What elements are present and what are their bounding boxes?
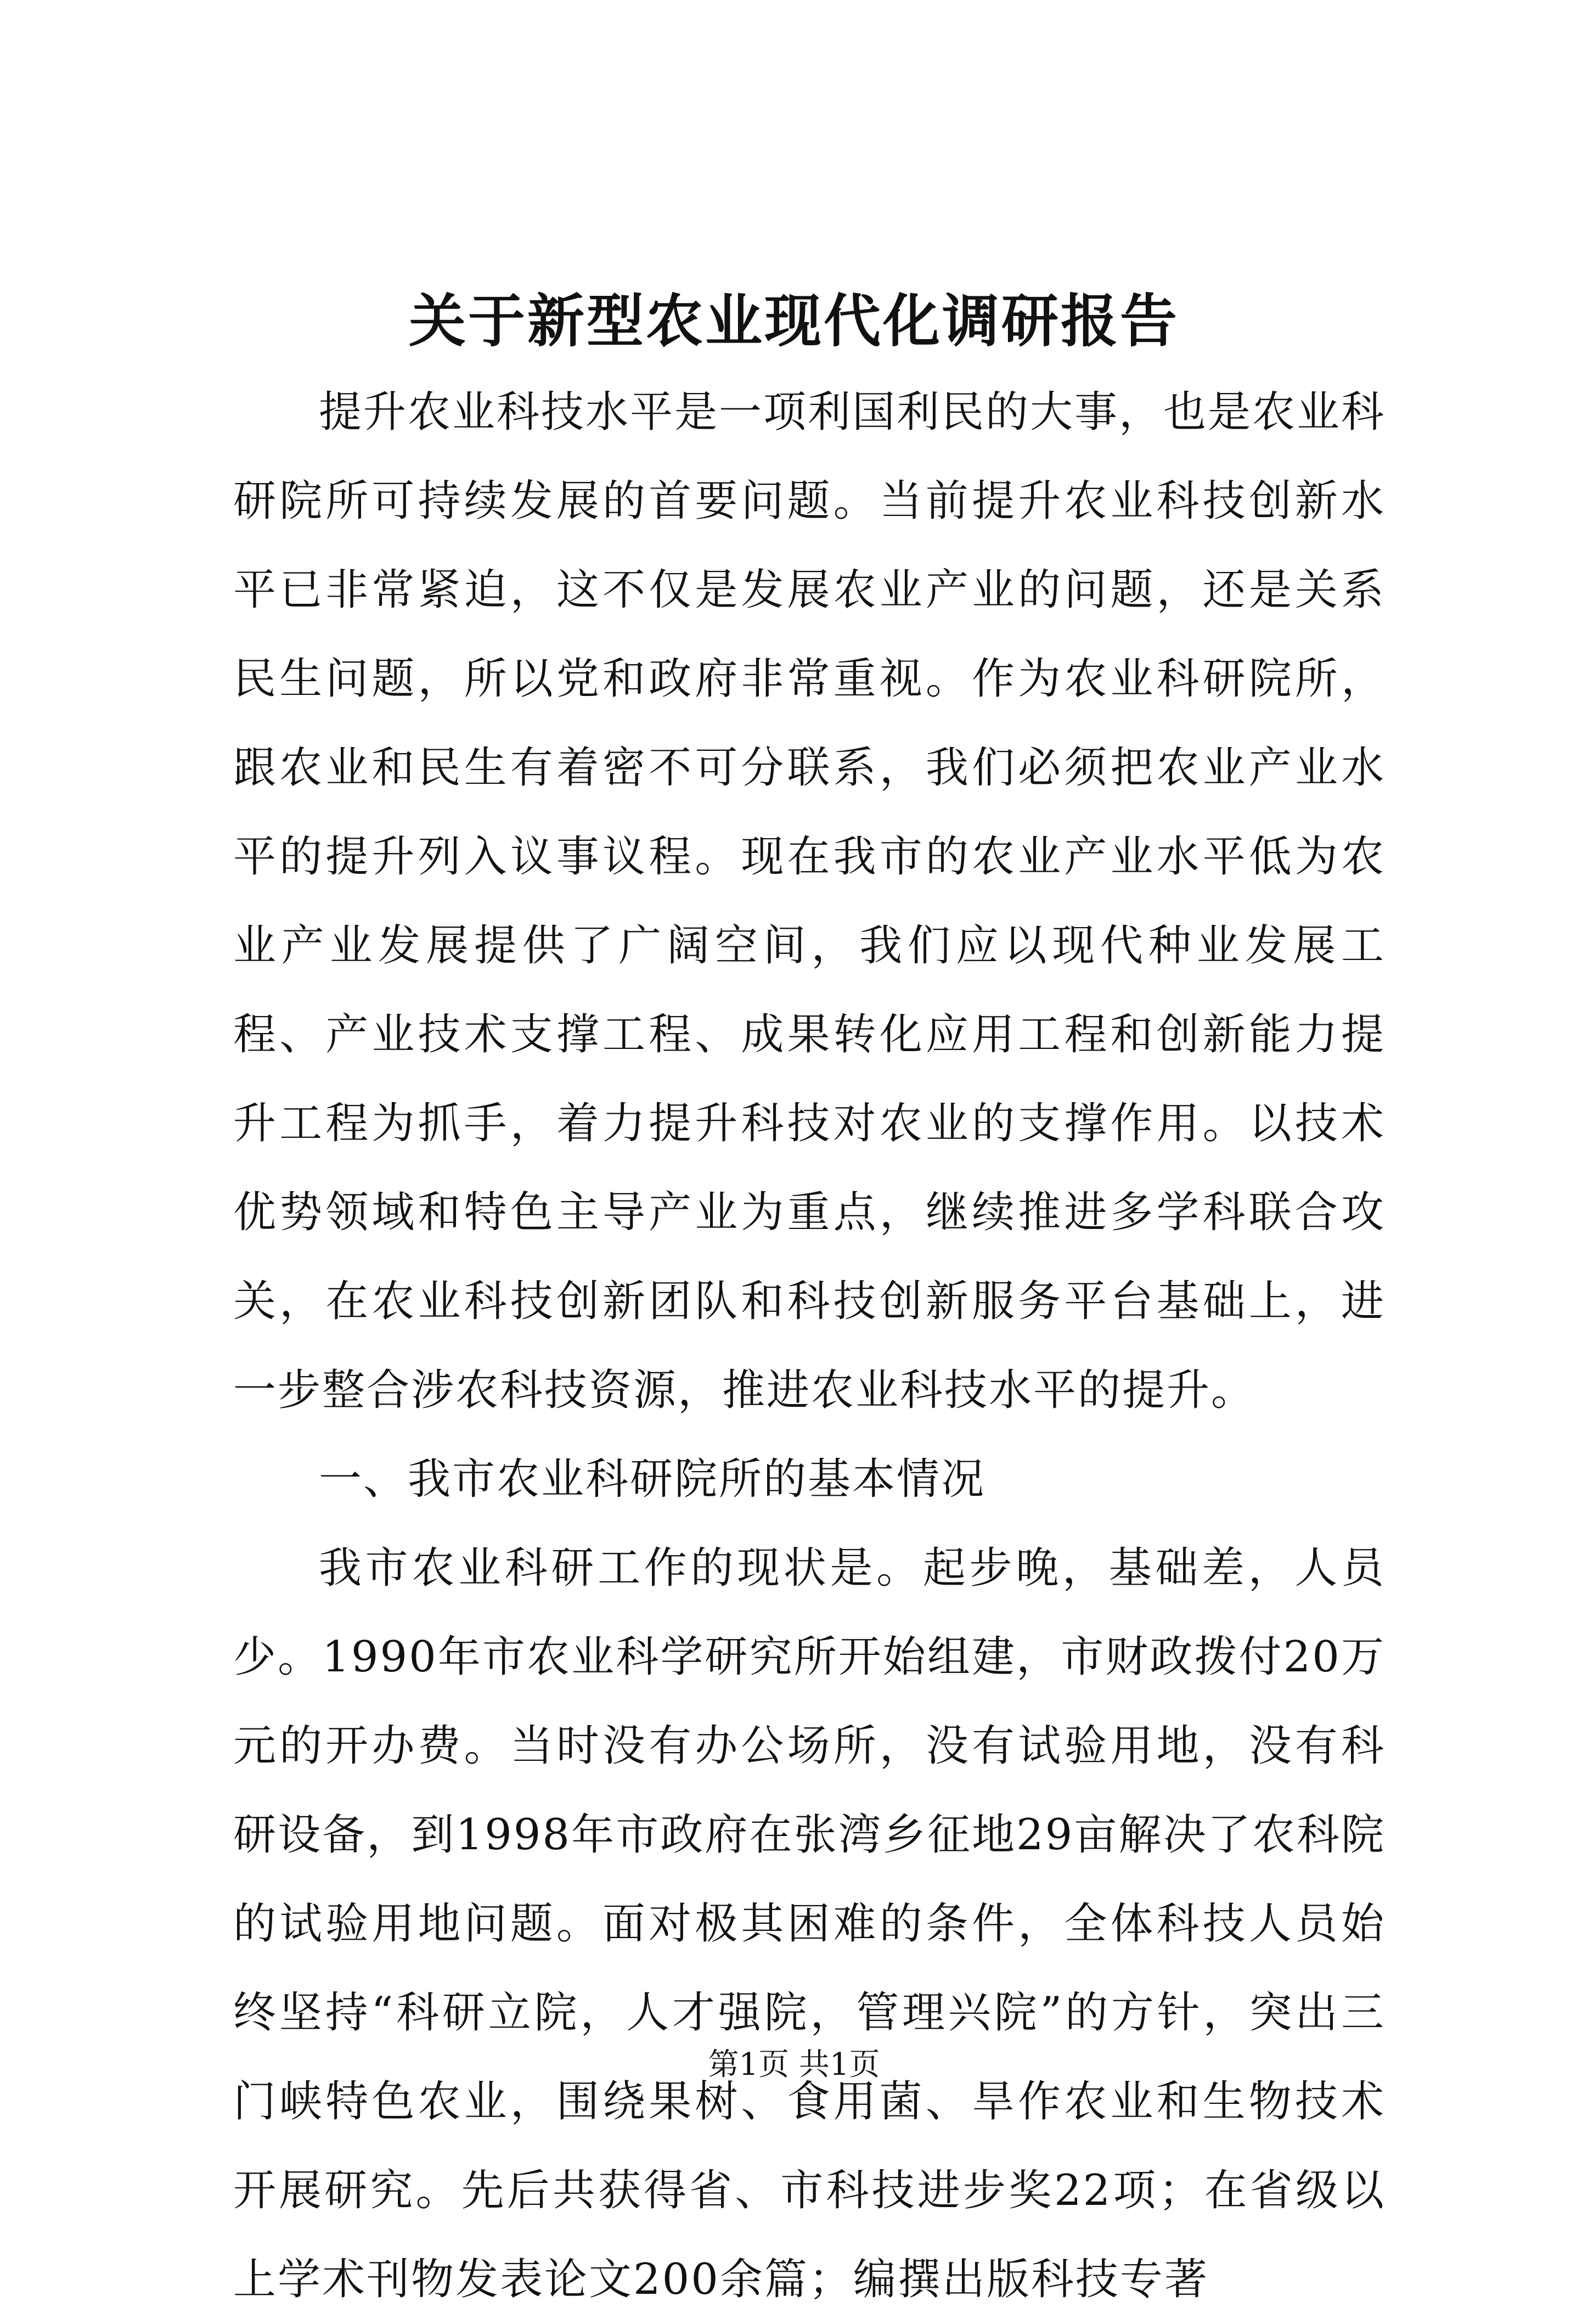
document-body [233,368,1386,2324]
page-number-footer: 第1页 共1页 [708,2047,880,2082]
paragraph-intro: 提升农业科技水平是一项利国利民的大事，也是农业科研院所可持续发展的首要问题。当前提升农业科技创新水平已非常紧迫，这不仅是发展农业产业的问题，还是关系民生问题，所以党和政府非常重视。作为农业科研院所，跟农业和民生有着密不可分联系，我们必须把农业产业水平的提升列入议事议程。现在我市的农业产业水平低为农业产业发展提供了广阔空间，我们应以现代种业发展工程、产业技术支撑工程、成果转化应用工程和创新能力提升工程为抓手，着力提升科技对农业的支撑作用。以技术优势领域和特色主导产业为重点，继续推进多学科联合攻关，在农业科技创新团队和科技创新服务平台基础上，进一步整合涉农科技资源，推进农业科技水平的提升。 [233,388,1386,1415]
section-heading-1: 一、我市农业科研院所的基本情况 [319,1455,986,1504]
document-title: 关于新型农业现代化调研报告 [408,287,1179,355]
paragraph-section-1: 我市农业科研工作的现状是。起步晚，基础差，人员少。1990年市农业科学研究所开始组建，市财政拨付20万元的开办费。当时没有办公场所，没有试验用地，没有科研设备，到1998年市政府在张湾乡征地29亩解决了农科院的试验用地问题。面对极其困难的条件，全体科技人员始终坚持“科研立院，人才强院，管理兴院”的方针，突出三门峡特色农业，围绕果树、食用菌、旱作农业和生物技术开展研究。先后共获得省、市科技进步奖22项；在省级以上学术刊物发表论文200余篇；编撰出版科技专著 [233,1543,1386,2304]
